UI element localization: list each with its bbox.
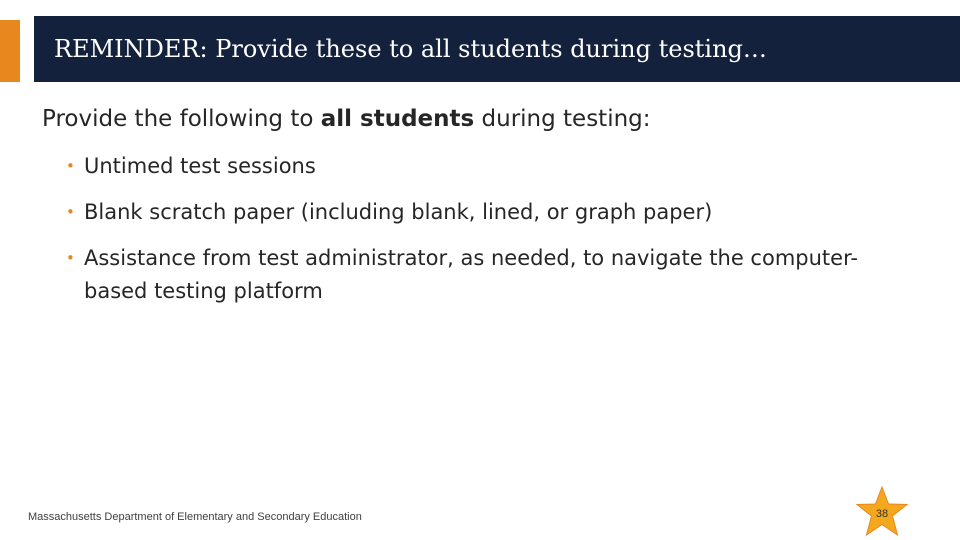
bullet-text: Assistance from test administrator, as needed, to navigate the computer-based testing platform bbox=[84, 246, 858, 303]
page-number: 38 bbox=[875, 508, 889, 520]
footer-text: Massachusetts Department of Elementary and Secondary Education bbox=[28, 511, 362, 523]
bullet-item bbox=[66, 242, 886, 308]
bullet-dot-icon: • bbox=[66, 249, 75, 267]
bullet-text: Untimed test sessions bbox=[84, 154, 316, 178]
bullet-item bbox=[66, 150, 886, 183]
bullet-list bbox=[66, 150, 886, 321]
bullet-dot-icon: • bbox=[66, 203, 75, 221]
bullet-item bbox=[66, 196, 886, 229]
title-accent-bar bbox=[0, 20, 20, 82]
bullet-text: Blank scratch paper (including blank, lined, or graph paper) bbox=[84, 200, 713, 224]
page-number-badge bbox=[854, 486, 910, 538]
title-bar bbox=[34, 16, 960, 82]
bullet-dot-icon: • bbox=[66, 157, 75, 175]
intro-text-bold: all students bbox=[320, 106, 475, 132]
intro-text-end: during testing: bbox=[474, 106, 651, 132]
slide-title: REMINDER: Provide these to all students during testing… bbox=[54, 35, 767, 63]
intro-text bbox=[42, 106, 651, 132]
intro-text-start: Provide the following to bbox=[42, 106, 321, 132]
